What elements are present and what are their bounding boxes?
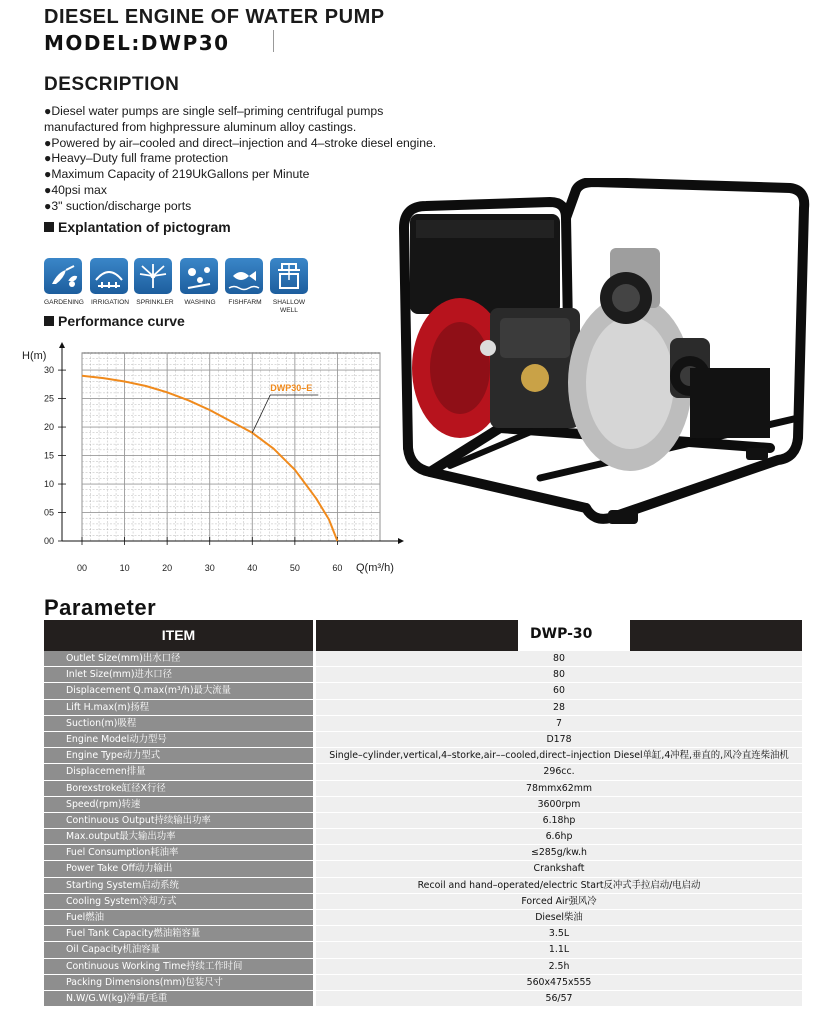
parameter-name-cell: N.W/G.W(kg)净重/毛重: [44, 991, 313, 1006]
table-row: [44, 700, 802, 716]
annotation-label: DWP30–E: [270, 383, 313, 393]
y-tick-label: 10: [43, 479, 54, 490]
x-axis-arrow-icon: [398, 538, 404, 544]
square-bullet-icon: [44, 222, 54, 232]
table-row: [44, 861, 802, 877]
pictogram-label: IRRIGATION: [91, 299, 129, 306]
parameter-name-cell: Engine Type动力型式: [44, 748, 313, 763]
x-tick-label: 40: [247, 563, 258, 573]
description-line: ●40psi max: [44, 182, 107, 197]
parameter-value-cell: 7: [316, 716, 802, 731]
parameter-name-cell: Starting System启动系统: [44, 878, 313, 893]
square-bullet-icon: [44, 316, 54, 326]
parameter-value-cell: 80: [316, 667, 802, 682]
table-row: [44, 716, 802, 732]
y-axis-title: H(m): [22, 350, 47, 362]
performance-chart: [0, 340, 420, 580]
table-row: [44, 683, 802, 699]
y-axis-arrow-icon: [59, 342, 65, 348]
parameter-value-cell: 60: [316, 683, 802, 698]
parameter-name-cell: Continuous Output持续输出功率: [44, 813, 313, 828]
parameter-value-cell: Recoil and hand–operated/electric Start反冲式手拉启动/电启动: [316, 878, 802, 893]
table-row: [44, 878, 802, 894]
y-tick-label: 20: [43, 422, 54, 433]
parameter-name-cell: Packing Dimensions(mm)包装尺寸: [44, 975, 313, 990]
parameter-table-body: [44, 651, 802, 1007]
table-row: [44, 942, 802, 958]
y-tick-label: 30: [43, 365, 54, 376]
parameter-name-cell: Engine Model动力型号: [44, 732, 313, 747]
table-row: [44, 667, 802, 683]
column-header-model: DWP-30: [518, 620, 630, 651]
y-tick-label: 25: [43, 393, 54, 404]
parameter-value-cell: 1.1L: [316, 942, 802, 957]
table-row: [44, 926, 802, 942]
table-row: [44, 975, 802, 991]
y-tick-label: 15: [43, 450, 54, 461]
parameter-value-cell: Diesel柴油: [316, 910, 802, 925]
table-row: [44, 651, 802, 667]
parameter-name-cell: Continuous Working Time持续工作时间: [44, 959, 313, 974]
sprinkler-icon: [134, 258, 172, 294]
y-tick-label: 00: [43, 536, 54, 546]
table-row: [44, 797, 802, 813]
x-tick-label: 50: [289, 563, 300, 573]
pictogram-label: GARDENING: [44, 299, 84, 306]
x-tick-label: 60: [332, 563, 343, 573]
table-row: [44, 764, 802, 780]
parameter-name-cell: Fuel Consumption耗油率: [44, 845, 313, 860]
parameter-value-cell: 560x475x555: [316, 975, 802, 990]
y-tick-label: 05: [43, 507, 54, 518]
table-row: [44, 748, 802, 764]
parameter-name-cell: Fuel燃油: [44, 910, 313, 925]
parameter-value-cell: 3.5L: [316, 926, 802, 941]
description-line: ●Powered by air–cooled and direct–injection and 4–stroke diesel engine.: [44, 135, 437, 150]
pictogram-label: WASHING: [184, 299, 216, 306]
parameter-value-cell: 2.5h: [316, 959, 802, 974]
table-row: [44, 910, 802, 926]
performance-chart-svg: [0, 340, 420, 580]
parameter-value-cell: 296cc.: [316, 764, 802, 779]
parameter-name-cell: Lift H.max(m)扬程: [44, 700, 313, 715]
parameter-table-header: [44, 620, 802, 651]
parameter-name-cell: Power Take Off动力输出: [44, 861, 313, 876]
pictogram-label: SHALLOW WELL: [272, 299, 306, 314]
washing-icon: [180, 258, 218, 294]
parameter-value-cell: 6.18hp: [316, 813, 802, 828]
header-divider: [273, 30, 274, 52]
parameter-value-cell: 56/57: [316, 991, 802, 1006]
table-row: [44, 732, 802, 748]
description-heading: DESCRIPTION: [44, 74, 180, 95]
parameter-name-cell: Displacemen排量: [44, 764, 313, 779]
parameter-value-cell: Crankshaft: [316, 861, 802, 876]
parameter-name-cell: Outlet Size(mm)出水口径: [44, 651, 313, 666]
table-row: [44, 813, 802, 829]
irrigation-icon: [90, 258, 128, 294]
parameter-value-cell: Single–cylinder,vertical,4–storke,air––cooled,direct–injection Diesel单缸,4冲程,垂直的,风冷直连柴油机: [316, 748, 802, 763]
pictogram-heading-text: Explantation of pictogram: [58, 219, 231, 235]
parameter-value-cell: D178: [316, 732, 802, 747]
parameter-value-cell: 6.6hp: [316, 829, 802, 844]
x-tick-label: 20: [162, 563, 173, 573]
column-header-item: ITEM: [44, 620, 313, 651]
pictogram-heading: [44, 219, 231, 235]
model-title: MODEL:DWP30: [44, 31, 230, 55]
description-line: ●3" suction/discharge ports: [44, 198, 192, 213]
description-line: manufactured from highpressure aluminum alloy castings.: [44, 119, 357, 134]
parameter-value-cell: 78mmx62mm: [316, 781, 802, 796]
parameter-value-cell: 28: [316, 700, 802, 715]
fishfarm-icon: [225, 258, 263, 294]
performance-heading: [44, 313, 185, 329]
product-photo: [390, 178, 810, 533]
performance-heading-text: Performance curve: [58, 313, 185, 329]
document-title: DIESEL ENGINE OF WATER PUMP: [44, 6, 385, 28]
parameter-table: [44, 620, 802, 1007]
table-row: [44, 829, 802, 845]
parameter-name-cell: Suction(m)吸程: [44, 716, 313, 731]
parameter-name-cell: Cooling System冷却方式: [44, 894, 313, 909]
table-row: [44, 894, 802, 910]
description-line: ●Diesel water pumps are single self–priming centrifugal pumps: [44, 104, 384, 118]
parameter-name-cell: Displacement Q.max(m³/h)最大流量: [44, 683, 313, 698]
parameter-name-cell: Fuel Tank Capacity燃油箱容量: [44, 926, 313, 941]
parameter-name-cell: Max.output最大输出功率: [44, 829, 313, 844]
column-header-value: [316, 620, 802, 651]
pictogram-label: FISHFARM: [228, 299, 262, 306]
table-row: [44, 959, 802, 975]
table-row: [44, 845, 802, 861]
description-line: ●Maximum Capacity of 219UkGallons per Minute: [44, 167, 310, 182]
x-axis-title: Q(m³/h): [356, 562, 394, 574]
parameter-value-cell: Forced Air强风冷: [316, 894, 802, 909]
x-tick-label: 10: [119, 563, 130, 573]
x-tick-label: 00: [76, 563, 88, 573]
parameter-name-cell: Borexstroke缸径X行径: [44, 781, 313, 796]
x-tick-label: 30: [204, 563, 215, 573]
parameter-heading: Parameter: [44, 595, 157, 620]
table-row: [44, 781, 802, 797]
shallow-well-icon: [270, 258, 308, 294]
pictogram-label: SPRINKLER: [136, 299, 174, 306]
parameter-value-cell: ≤285g/kw.h: [316, 845, 802, 860]
parameter-value-cell: 80: [316, 651, 802, 666]
description-line: ●Heavy–Duty full frame protection: [44, 151, 229, 166]
gardening-icon: [44, 258, 82, 294]
parameter-name-cell: Speed(rpm)转速: [44, 797, 313, 812]
parameter-name-cell: Inlet Size(mm)进水口径: [44, 667, 313, 682]
parameter-value-cell: 3600rpm: [316, 797, 802, 812]
table-row: [44, 991, 802, 1007]
parameter-name-cell: Oil Capacity机油容量: [44, 942, 313, 957]
